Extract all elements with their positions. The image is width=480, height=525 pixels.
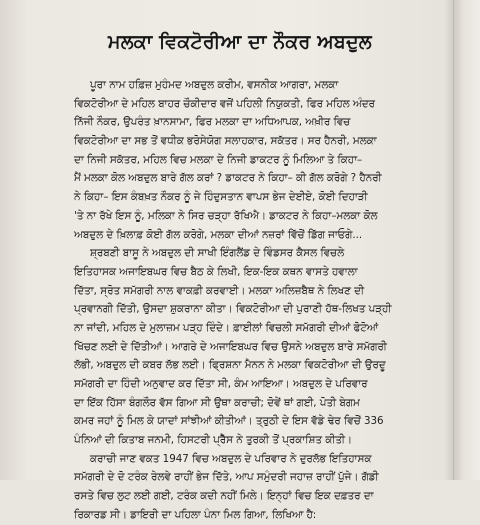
chapter-body bbox=[74, 76, 426, 525]
text-line: ਦਿੱਤਾ, ਸ੍ਰੋਤ ਸਮੱਗਰੀ ਨਾਲ ਵਾਕਫ਼ੀ ਕਰਵਾਈ। ਮਲਕਾ ਅਲਿਜ਼ਬੈਥ ਨੇ ਲਿਖਣ ਦੀ bbox=[74, 284, 365, 297]
text-line: ਪ੍ਰਵਾਨਗੀ ਦਿੱਤੀ, ਉਸਦਾ ਸ਼ੁਕਰਾਨਾ ਕੀਤਾ। ਵਿਕਟੋਰੀਆ ਦੀ ਪੁਰਾਣੀ ਹੱਥ-ਲਿਖਤ ਪੜ੍ਹੀ bbox=[74, 303, 392, 316]
paragraph-2 bbox=[74, 244, 426, 450]
text-line: ਕਮਰ ਜਹਾਂ ਨੂੰ ਮਿਲ ਕੇ ਯਾਦਾਂ ਸਾਂਝੀਆਂ ਕੀਤੀਆਂ। ਤ੍ਰੁਠੀ ਦੇ ਇਸ ਵੱਡੇ ਢੇਰ ਵਿਚੋਂ 336 bbox=[74, 415, 384, 428]
chapter-title: ਮਲਕਾ ਵਿਕਟੋਰੀਆ ਦਾ ਨੌਕਰ ਅਬਦੁਲ bbox=[108, 31, 372, 53]
text-line: ਰਿਕਾਰਡ ਸੀ। ਡਾਇਰੀ ਦਾ ਪਹਿਲਾ ਪੰਨਾ ਮਿਲ ਗਿਆ, ਲਿਖਿਆ ਹੈ: bbox=[74, 508, 317, 521]
paragraph-1 bbox=[74, 76, 426, 244]
text-line: ਦਾ ਨਿਜੀ ਸਕੱਤਰ, ਮਹਿਲ ਵਿਚ ਮਲਕਾ ਦੇ ਨਿਜੀ ਡਾਕਟਰ ਨੂੰ ਮਿਲਿਆ ਤੇ ਕਿਹਾ– bbox=[74, 153, 363, 166]
text-line: ਖਿੱਚਣ ਲਈ ਦੇ ਦਿੱਤੀਆਂ। ਆਗਰੇ ਦੇ ਅਜਾਇਬਘਰ ਵਿਚ ਉਸਨੇ ਅਬਦੁਲ ਬਾਰੇ ਸਮੱਗਰੀ bbox=[74, 340, 387, 353]
text-line: ਸਮੱਗਰੀ ਦਾ ਹਿੰਦੀ ਅਨੁਵਾਦ ਕਰ ਦਿੱਤਾ ਸੀ, ਕੰਮ ਆਇਆ। ਅਬਦੁਲ ਦੇ ਪਰਿਵਾਰ bbox=[74, 378, 368, 390]
text-line: ਨੇ ਕਿਹਾ– ਇਸ ਕੰਬਖ਼ਤ ਨੌਕਰ ਨੂੰ ਜੇ ਹਿੰਦੁਸਤਾਨ ਵਾਪਸ ਭੇਜ ਦੇਈਏ, ਕੋਈ ਦਿਹਾੜੀ bbox=[74, 191, 368, 204]
text-line: ਇਤਿਹਾਸਕ ਅਜਾਇਬਘਰ ਵਿਚ ਬੈਠ ਕੇ ਲਿਖੀ, ਇਕ-ਇਕ ਕਥਨ ਵਾਸਤੇ ਹਵਾਲਾ bbox=[74, 265, 358, 278]
text-line: ਨਾ ਜਾਂਦੀ, ਮਹਿਲ ਦੇ ਮੁਲਾਜ਼ਮ ਪੜ੍ਹ ਦਿੰਦੇ। ਫ਼ਾਈਲਾਂ ਵਿਚਲੀ ਸਮੱਗਰੀ ਦੀਆਂ ਫੋਟੋਆਂ bbox=[74, 321, 379, 334]
text-line: ਪੂਰਾ ਨਾਮ ਹਫ਼ਿਜ਼ ਮੁਹੰਮਦ ਅਬਦੁਲ ਕਰੀਮ, ਵਸਨੀਕ ਆਗਰਾ, ਮਲਕਾ bbox=[90, 79, 339, 91]
text-line: ਵਿਕਟੋਰੀਆ ਦੇ ਮਹਿਲ ਬਾਹਰ ਚੌਕੀਦਾਰ ਵਜੋਂ ਪਹਿਲੀ ਨਿਯੁਕਤੀ, ਫਿਰ ਮਹਿਲ ਅੰਦਰ bbox=[74, 97, 375, 110]
text-line: ਕਰਾਚੀ ਜਾਣ ਵਕਤ 1947 ਵਿਚ ਅਬਦੁਲ ਦੇ ਪਰਿਵਾਰ ਨੇ ਦੁਰਲੱਭ ਇਤਿਹਾਸਕ bbox=[90, 452, 372, 465]
text-line: ਪੰਨਿਆਂ ਦੀ ਕਿਤਾਬ ਜਨਮੀ, ਹਿਸਟਰੀ ਪ੍ਰੈੱਸ ਨੇ ਤੁਰਕੀ ਤੋਂ ਪ੍ਰਕਾਸ਼ਿਤ ਕੀਤੀ। bbox=[74, 434, 352, 447]
text-line: ਵਿਕਟੋਰੀਆ ਦਾ ਸਭ ਤੋਂ ਵਧੀਕ ਭਰੋਸੇਯੋਗ ਸਲਾਹਕਾਰ, ਸਕੱਤਰ। ਸਰ ਹੈਨਰੀ, ਮਲਕਾ bbox=[74, 135, 377, 148]
next-page-edge bbox=[453, 0, 480, 480]
text-line: ਮੈਂ ਮਲਕਾ ਕੋਲ ਅਬਦੁਲ ਬਾਰੇ ਗੱਲ ਕਰਾਂ ? ਡਾਕਟਰ ਨੇ ਕਿਹਾ– ਕੀ ਗੱਲ ਕਰੋਗੇ ? ਹੈਨਰੀ bbox=[74, 172, 382, 185]
text-line: ਸ਼੍ਰਬਣੀ ਬਾਸੂ ਨੇ ਅਬਦੁਲ ਦੀ ਸਾਖੀ ਇੰਗਲੈਂਡ ਦੇ ਵਿੰਡਸਰ ਕੈਸਲ ਵਿਚਲੇ bbox=[90, 247, 345, 260]
text-line: ਲੱਭੀ, ਅਬਦੁਲ ਦੀ ਕਬਰ ਲੱਭ ਲਈ। ਫ੍ਰਿਸ਼ਨਾ ਮੈਨਨ ਨੇ ਮਲਕਾ ਵਿਕਟੋਰੀਆ ਦੀ ਉਰਦੂ bbox=[74, 359, 386, 372]
text-line: ਰਸਤੇ ਵਿਚ ਲੁਟ ਲਈ ਗਈ, ਟਰੰਕ ਕਦੀ ਨਹੀਂ ਮਿਲੇ। ਇਨ੍ਹਾਂ ਵਿਚ ਇਕ ਦਫ਼ਤਰ ਦਾ bbox=[74, 490, 374, 503]
text-line: ਅਬਦੁਲ ਦੇ ਖ਼ਿਲਾਫ਼ ਕੋਈ ਗੱਲ ਕਰੋਗੇ, ਮਲਕਾ ਦੀਆਂ ਨਜ਼ਰਾਂ ਵਿੱਚੋਂ ਡਿੱਗ ਜਾਓਗੇ... bbox=[74, 228, 363, 241]
text-line: ਨਿੱਜੀ ਨੌਕਰ, ਉਪਰੰਤ ਖ਼ਾਨਸਾਮਾ, ਫਿਰ ਮਲਕਾ ਦਾ ਅਧਿਆਪਕ, ਅਖ਼ੀਰ ਵਿਚ bbox=[74, 116, 351, 129]
paragraph-3 bbox=[74, 450, 426, 525]
text-line: 'ਤੇ ਨਾ ਰੱਖੇ ਇਸ ਨੂੰ, ਮਲਿਕਾ ਨੇ ਸਿਰ ਚੜ੍ਹਾ ਰੱਖਿਐ। ਡਾਕਟਰ ਨੇ ਕਿਹਾ–ਮਲਕਾ ਕੋਲ bbox=[74, 209, 378, 222]
text-line: ਸਮੱਗਰੀ ਦੇ ਦੋ ਟਰੰਕ ਰੇਲਵੇ ਰਾਹੀਂ ਭੇਜ ਦਿੱਤੇ, ਆਪ ਸਮੁੰਦਰੀ ਜਹਾਜ਼ ਰਾਹੀਂ ਪੁੱਜੇ। ਗੱਡੀ bbox=[74, 471, 379, 484]
text-line: ਦਾ ਇੱਕ ਹਿੱਸਾ ਬੰਗਲੌਰ ਵੱਸ ਗਿਆ ਸੀ ਉਥਾ ਕਰਾਚੀ; ਦੋਵੇਂ ਥਾਂ ਗਈ, ਪੋਤੀ ਬੇਗਮ bbox=[74, 396, 360, 409]
